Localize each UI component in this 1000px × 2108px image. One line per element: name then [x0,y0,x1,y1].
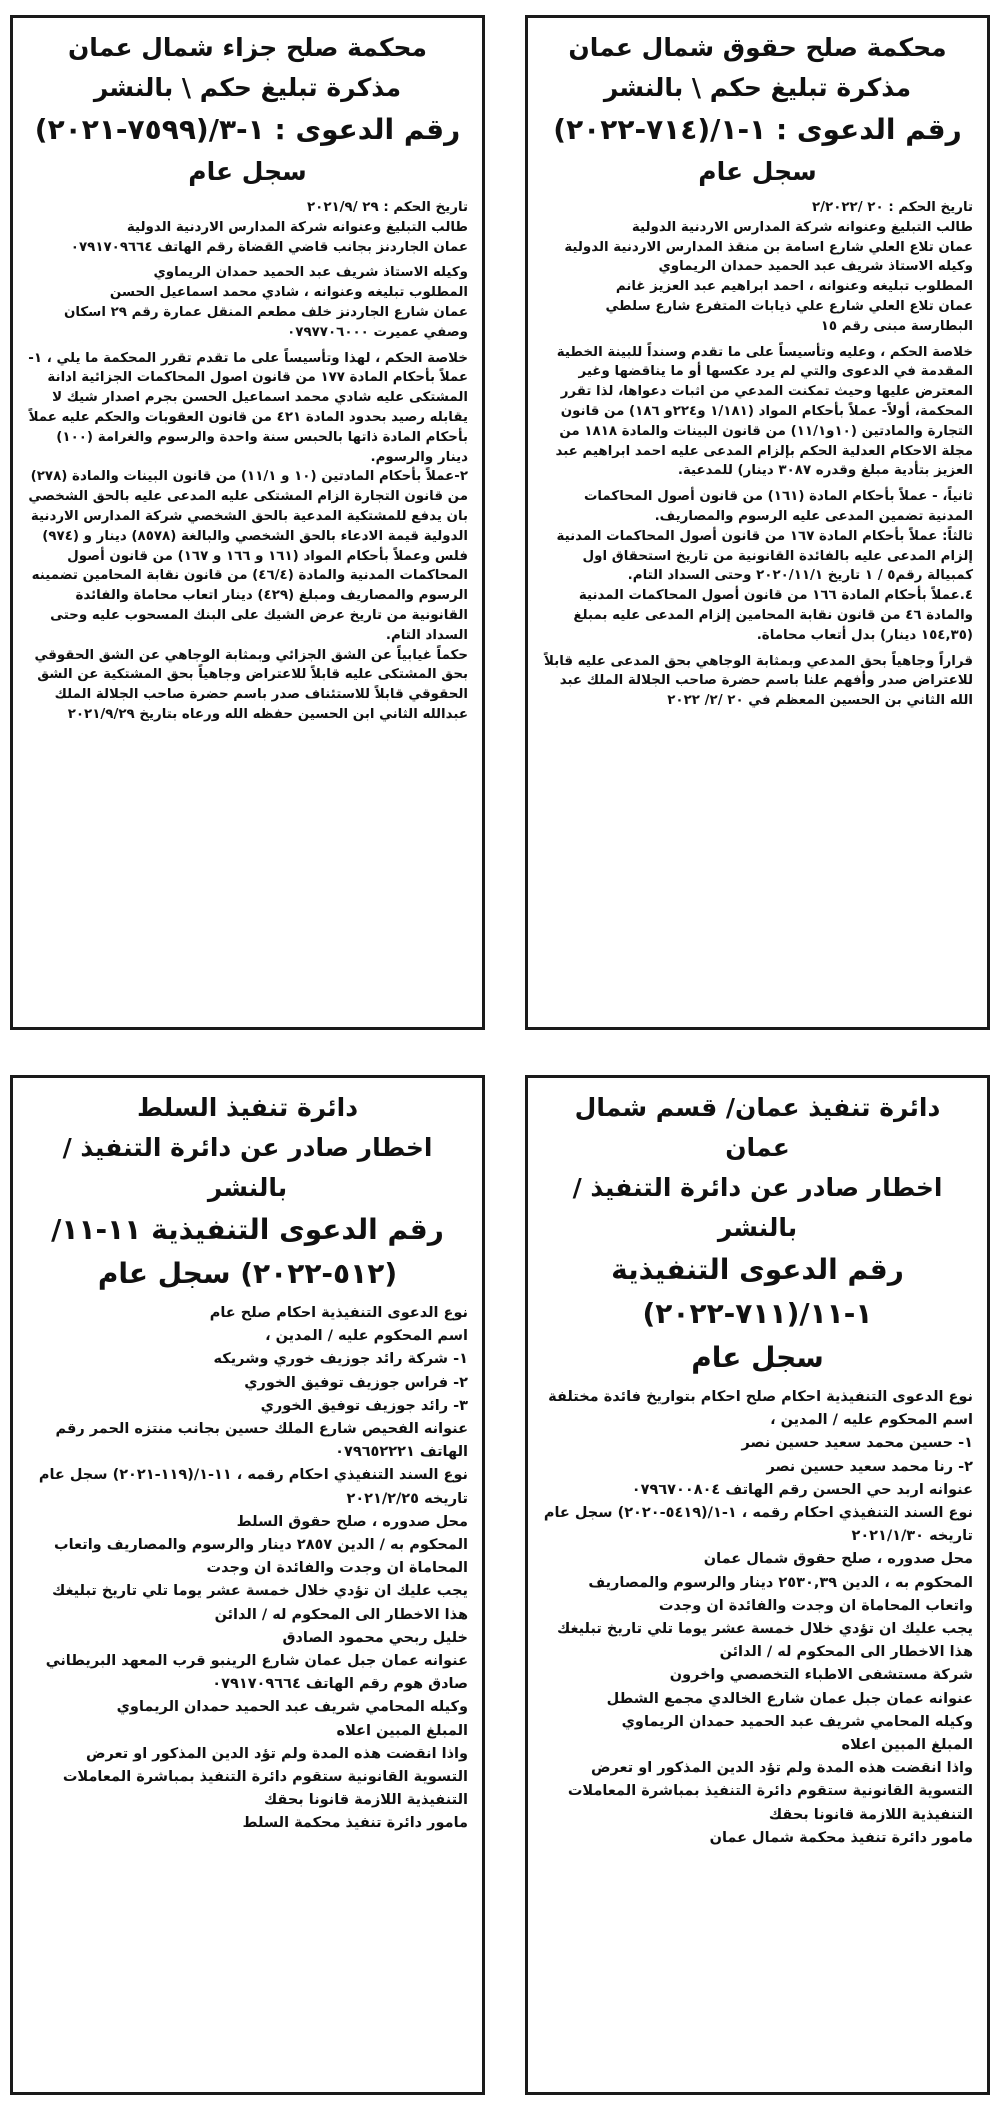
debtor-3: ٣- رائد جوزيف توفيق الخوري [260,1397,468,1414]
case-type: نوع الدعوى التنفيذية احكام صلح عام [209,1305,468,1321]
applicant-attorney: وكيله الاستاذ شريف عبد الحميد حمدان الريماوي [658,259,973,275]
judgment-date: تاريخ الحكم : ٢٠ /٢/٢٠٢٢ [811,200,973,215]
instrument-type: نوع السند التنفيذي احكام رقمه ، ١-١/(٥٤١٩-٢٠٢٠) سجل عام تاريخه ٢٠٢١/١/٣٠ [543,1505,973,1545]
judgment-decision: حكماً غيابياً عن الشق الجزائي وبمثابة الوجاهي عن الشق الحقوقي بحق المشتكى عليه قابلاً للاعتراض وجاهياً بحق المشتكية عن الشق الحقوقي قابلاً للاستئناف صدر باسم حضرة صاحب الجلالة الملك عبدالله الثاني ابن الحسين حفظه الله ورعاه بتاريخ ٢٠٢١/٩/٢٩ [34,647,468,722]
judgment-decision: قراراً وجاهياً بحق المدعي وبمثابة الوجاهي بحق المدعى عليه قابلاً للاعتراض صدر وأفهم علنا باسم حضرة صاحب الجلالة الملك عبد الله الثاني بن الحسين المعظم في ٢٠ /٢/ ٢٠٢٢ [544,653,973,709]
judgment-third: ثالثاً: عملاً بأحكام المادة ١٦٧ من قانون أصول المحاكمات المدنية إلزام المدعى عليه بالفائدة القانونية من تاريخ استحقاق اول كمبيالة رقم٥ / ١ تاريخ ٢٠٢٠/١١/١ وحتى السداد التام. [556,528,973,584]
register-label: سجل عام [691,1341,824,1374]
signature: مامور دائرة تنفيذ محكمة السلط [242,1815,468,1832]
debtor-1: ١- شركة رائد جوزيف خوري وشريكه [213,1351,468,1368]
issued-by: محل صدوره ، صلح حقوق شمال عمان [703,1551,973,1568]
signature: مامور دائرة تنفيذ محكمة شمال عمان [709,1829,973,1846]
case-number: رقم الدعوى التنفيذية ١-١١/(٧١١-٢٠٢٢) [611,1253,904,1330]
judgment-summary: خلاصة الحكم ، لهذا وتأسيساً على ما تقدم تقرر المحكمة ما يلي ، ١- عملاً بأحكام المادة ١٧٧ من قانون اصول المحاكمات الجزائية ادانة المشتكى عليه شادي محمد اسماعيل الحسن بجرم اصدار شيك لا يقابله رصيد بحدود المادة ٤٢١ من قانون العقوبات والحكم عليه عملاً بأحكام المادة ذاتها بالحبس سنة واحدة والرسوم والغرامة (١٠٠) دينار والرسوم. [28,350,468,465]
court-name: محكمة صلح جزاء شمال عمان [67,33,428,62]
case-number: رقم الدعوى التنفيذية ١١-١١/ [51,1213,444,1246]
notice-type: اخطار صادر عن دائرة التنفيذ / بالنشر [572,1173,943,1242]
judgment-amount: المحكوم به ، الدين ٢٥٣٠,٣٩ دينار والرسوم والمصاريف واتعاب المحاماة ان وجدت والفائدة ان وجدت [588,1574,973,1614]
payment-deadline: يجب عليك ان تؤدي خلال خمسة عشر يوما تلي تاريخ تبليغك هذا الاخطار الى المحكوم له / الدائن [51,1583,468,1623]
debtor-label: اسم المحكوم عليه / المدين ، [770,1412,973,1429]
notice-type: اخطار صادر عن دائرة التنفيذ / بالنشر [62,1133,433,1202]
notice-body [542,1386,973,1850]
notified-party: المطلوب تبليغه وعنوانه ، شادي محمد اسماعيل الحسن [109,285,468,301]
notified-address: عمان شارع الجاردنز خلف مطعم المنقل عمارة رقم ٢٩ اسكان وصفي عميرت ٠٧٩٧٧٠٦٠٠٠ [63,304,468,340]
applicant-address: عمان الجاردنز بجانب قاضي القضاة رقم الهاتف ٠٧٩١٧٠٩٦٦٤ [70,239,468,255]
judgment-summary: خلاصة الحكم ، وعليه وتأسيساً على ما تقدم وسنداً للبينة الخطية المقدمة في الدعوى والتي لم يرد عكسها أو ما يناقضها وغير المعترض عليها وحيث تمكنت المدعي من اثبات دعواها، لذا تقرر المحكمة، أولاً- عملاً بأحكام المواد (١/١٨١ و٢٢٤و ١٨٦) من قانون التجارة والمادتين (١٠و١١/١) من قانون البينات والمادة ١٨١٨ من مجلة الاحكام العدلية الحكم بإلزام المدعى عليه احمد ابراهيم عبد العزيز بتأدية مبلغ وقدره ٣٠٨٧ دينار) للمدعية. [555,344,973,479]
case-number-register: (٥١٢-٢٠٢٢) سجل عام [97,1257,398,1290]
creditor-attorney: وكيله المحامي شريف عبد الحميد حمدان الريماوي [116,1699,468,1716]
creditor: شركة مستشفى الاطباء التخصصي واخرون [669,1667,973,1684]
register-label: سجل عام [698,157,817,186]
creditor-address: عنوانه عمان جبل عمان شارع الخالدي مجمع الشطل [606,1690,973,1707]
case-number: رقم الدعوى : ١-٣/(٧٥٩٩-٢٠٢١) [34,113,461,146]
judgment-date: تاريخ الحكم : ٢٩ /٢٠٢١/٩ [306,200,468,215]
creditor: خليل ربحي محمود الصادق [282,1629,468,1646]
judgment-second: ثانياً، - عملاً بأحكام المادة (١٦١) من قانون أصول المحاكمات المدنية تضمين المدعى عليه الرسوم والمصاريف. [583,489,973,524]
notice-type: مذكرة تبليغ حكم \ بالنشر [603,73,912,102]
debtor-address: عنوانه اربد حي الحسن رقم الهاتف ٠٧٩٦٧٠٠٨٠٤ [631,1481,973,1498]
court-name: محكمة صلح حقوق شمال عمان [568,33,947,62]
amount-note: المبلغ المبين اعلاه [841,1737,973,1754]
applicant-address: عمان تلاع العلي شارع اسامة بن منقذ المدارس الاردنية الدولية [564,239,973,255]
debtor-address: عنوانه الفحيص شارع الملك حسين بجانب منتزه الحمر رقم الهاتف ٠٧٩٦٥٢٢٢١ [55,1421,468,1461]
debtor-2: ٢- فراس جوزيف توفيق الخوري [244,1374,468,1391]
applicant: طالب التبليغ وعنوانه شركة المدارس الاردنية الدولية [631,219,973,235]
debtor-2: ٢- رنا محمد سعيد حسين نصر [766,1458,973,1475]
notice-execution-north-amman [525,1075,990,2095]
amount-note: المبلغ المبين اعلاه [336,1722,468,1739]
case-type: نوع الدعوى التنفيذية احكام صلح احكام بتواريخ فائدة مختلفة [548,1389,973,1405]
court-name: دائرة تنفيذ عمان/ قسم شمال عمان [574,1093,941,1162]
judgment-amount: المحكوم به / الدين ٢٨٥٧ دينار والرسوم والمصاريف واتعاب المحاماة ان وجدت والفائدة ان وجدت [54,1537,468,1577]
judgment-second: ٢-عملاً بأحكام المادتين (١٠ و ١١/١) من قانون البينات والمادة (٢٧٨) من قانون التجارة الزام المشتكى عليه المدعى عليه بالحق الشخصي بان يدفع للمشتكية المدعية بالحق الشخصي شركة المدارس الاردنية الدولية قيمة الادعاء بالحق الشخصي والبالغة (٨٥٧٨) دينار و (٩٧٤) فلس وعملاً بأحكام المواد (١٦١ و ١٦٦ و ١٦٧) من قانون أصول المحاكمات المدنية والمادة (٤٦/٤) من قانون نقابة المحامين تضمينه الرسوم والمصاريف ومبلغ (٤٢٩) دينار اتعاب محاماة والفائدة القانونية من تاريخ عرض الشيك على البنك المسحوب عليه وحتى السداد التام. [28,469,468,643]
judgment-fourth: ٤.عملاً بأحكام المادة ١٦٦ من قانون أصول المحاكمات المدنية والمادة ٤٦ من قانون نقابة المحامين إلزام المدعى عليه بمبلغ (١٥٤,٣٥ دينار) بدل أتعاب محاماة. [573,588,973,643]
register-label: سجل عام [188,157,307,186]
issued-by: محل صدوره ، صلح حقوق السلط [236,1513,468,1530]
case-number: رقم الدعوى : ١-١/(٧١٤-٢٠٢٢) [553,113,962,146]
notice-execution-salt [10,1075,485,2095]
debtor-1: ١- حسين محمد سعيد حسين نصر [741,1435,973,1452]
payment-deadline: يجب عليك ان تؤدي خلال خمسة عشر يوما تلي تاريخ تبليغك هذا الاخطار الى المحكوم له / الدائن [556,1621,973,1661]
court-name: دائرة تنفيذ السلط [136,1093,359,1122]
notice-body [542,198,973,711]
notice-type: مذكرة تبليغ حكم \ بالنشر [93,73,402,102]
warning: واذا انقضت هذه المدة ولم تؤد الدين المذكور او تعرض التسوية القانونية ستقوم دائرة التنفيذ بمباشرة المعاملات التنفيذية اللازمة قانونا بحقك [62,1745,468,1809]
applicant-attorney: وكيله الاستاذ شريف عبد الحميد حمدان الريماوي [153,265,468,281]
creditor-attorney: وكيله المحامي شريف عبد الحميد حمدان الريماوي [621,1713,973,1730]
instrument-type: نوع السند التنفيذي احكام رقمه ، ١١-١/(١١٩-٢٠٢١) سجل عام تاريخه ٢٠٢١/٢/٢٥ [38,1467,468,1507]
notified-address: عمان تلاع العلي شارع علي ذيابات المتفرع شارع سلطي البطارسة مبنى رقم ١٥ [605,298,973,334]
notified-party: المطلوب تبليغه وعنوانه ، احمد ابراهيم عبد العزيز غانم [615,279,973,295]
warning: واذا انقضت هذه المدة ولم تؤد الدين المذكور او تعرض التسوية القانونية ستقوم دائرة التنفيذ بمباشرة المعاملات التنفيذية اللازمة قانونا بحقك [567,1760,973,1823]
notice-body [27,198,468,725]
notice-court-rights-north-amman [525,15,990,1030]
applicant: طالب التبليغ وعنوانه شركة المدارس الاردنية الدولية [126,219,468,235]
notice-body [27,1302,468,1836]
debtor-label: اسم المحكوم عليه / المدين ، [265,1328,468,1345]
notice-court-criminal-north-amman [10,15,485,1030]
creditor-address: عنوانه عمان جبل عمان شارع الرينبو قرب المعهد البريطاني صادق هوم رقم الهاتف ٠٧٩١٧٠٩٦٦٤ [45,1653,468,1693]
